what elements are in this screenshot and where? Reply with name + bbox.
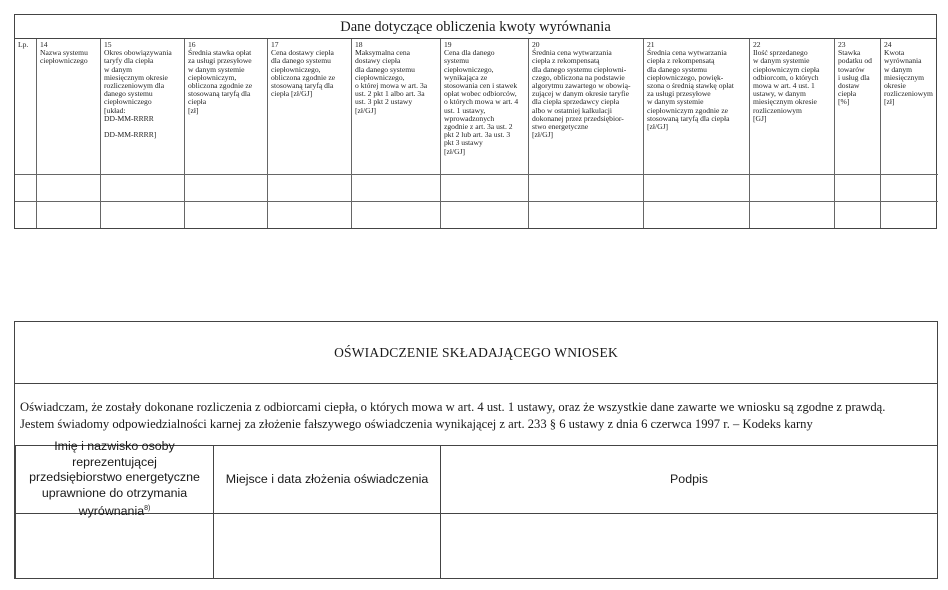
column-header [441,39,528,187]
declaration-box [14,321,938,579]
column-label: Cena dla danego systemu ciepłowniczego, wynikająca ze stosowania cen i stawek opłat wobec odbiorców, o których mowa w art. 4 ust. 1 ustawy, wprowadzonych zgodnie z art. 3a ust. 2 pkt 2 lub art. 3a ust. 3 pkt 3 ustawy [zł/GJ] [444,48,519,156]
column-15 [100,39,184,228]
column-number: Lp. [18,40,29,49]
column-header [101,39,184,187]
place-date-header: Miejsce i data złożenia oświadczenia [214,446,440,514]
column-21 [643,39,749,228]
column-number: 16 [188,40,196,49]
signature-field[interactable] [441,514,937,578]
column-18 [351,39,440,228]
column-header [881,39,938,187]
column-19 [440,39,528,228]
column-header [529,39,643,187]
settlement-data-table [14,14,937,229]
column-20 [528,39,643,228]
column-label: Średnia stawka opłat za usługi przesyłowe w danym systemie ciepłowniczym, obliczona zgodnie ze stosowaną taryfą dla ciepła [zł] [188,48,253,115]
column-number: 24 [884,40,892,49]
signatory-name-label: Imię i nazwisko osoby reprezentującej przedsiębiorstwo energetyczne uprawnione do otrzymania wyrównania [29,439,200,519]
column-header [644,39,749,187]
signature-header: Podpis [441,446,937,514]
header-divider [15,174,938,175]
column-label: Kwota wyrównania w danym miesięcznym okresie rozliczeniowym [zł] [884,48,933,107]
declaration-line: Jestem świadomy odpowiedzialności karnej za złożenie fałszywego oświadczenia wynikającej z art. 233 § 6 ustawy z dnia 6 czerwca 1997 r. – Kodeks karny [20,417,813,431]
column-label: Średnia cena wytwarzania ciepła z rekompensatą dla danego systemu ciepłowni- czego, obliczona na podstawie algorytmu zawartego w obowią- zującej w danym okresie taryfie dla ciepła sprzedawcy ciepła albo w ostatniej kalkulacji dokonanej przez przedsiębior- stwo energetyczne [zł/GJ] [532,48,631,140]
column-header [37,39,100,187]
column-number: 18 [355,40,363,49]
column-17 [267,39,351,228]
column-lp [15,39,36,228]
column-label: Stawka podatku od towarów i usług dla dostaw ciepła [%] [838,48,872,107]
column-header [352,39,440,187]
column-22 [749,39,834,228]
column-14 [36,39,100,228]
column-label: Nazwa systemu ciepłowniczego [40,48,88,66]
place-date-field[interactable] [214,514,440,578]
column-24 [880,39,938,228]
column-label: Cena dostawy ciepła dla danego systemu ciepłowniczego, obliczona zgodnie ze stosowaną taryfą dla ciepła [zł/GJ] [271,48,336,99]
footnote-marker: 8) [144,505,151,513]
column-number: 14 [40,40,48,49]
column-number: 23 [838,40,846,49]
column-label: Ilość sprzedanego w danym systemie ciepłowniczym ciepła odbiorcom, o których mowa w art. 4 ust. 1 ustawy, w danym miesięcznym okresie rozliczeniowym [GJ] [753,48,820,123]
column-number: 17 [271,40,279,49]
declaration-line: Oświadczam, że zostały dokonane rozliczenia z odbiorcami ciepła, o których mowa w art. 4 ust. 1 ustawy, oraz że wszystkie dane zawarte we wniosku są zgodne z prawdą. [20,400,886,414]
column-number: 19 [444,40,452,49]
place-date-column [213,446,440,578]
column-16 [184,39,267,228]
column-header [835,39,880,187]
signatory-name-header [16,439,213,519]
column-number: 15 [104,40,112,49]
column-number: 20 [532,40,540,49]
column-label: Średnia cena wytwarzania ciepła z rekompensatą dla danego systemu ciepłowniczego, powięk- szona o średnią stawkę opłat za usługi przesyłowe w danym systemie ciepłowniczym zgodnie ze stosowaną taryfą dla ciepła [zł/GJ] [647,48,734,132]
column-23 [834,39,880,228]
column-label: Okres obowiązywania taryfy dla ciepła w danym miesięcznym okresie rozliczeniowym dla danego systemu ciepłowniczego [układ: DD-MM-RRRR DD-MM-RRRR] [104,48,172,140]
column-label: Maksymalna cena dostawy ciepła dla danego systemu ciepłowniczego, o której mowa w art. 3a ust. 2 pkt 1 albo art. 3a ust. 3 pkt 2 ustawy [zł/GJ] [355,48,428,115]
column-number: 21 [647,40,655,49]
signature-column [440,446,937,578]
declaration-statement [15,384,937,446]
signatory-name-column [15,439,213,578]
column-header [185,39,267,187]
column-header [268,39,351,187]
column-number: 22 [753,40,761,49]
row-divider [15,201,938,202]
column-header [15,39,36,187]
table-title: Dane dotyczące obliczenia kwoty wyrównania [15,15,936,39]
declaration-title: OŚWIADCZENIE SKŁADAJĄCEGO WNIOSEK [15,322,937,384]
column-header [750,39,834,187]
signatory-name-field[interactable] [16,514,213,578]
